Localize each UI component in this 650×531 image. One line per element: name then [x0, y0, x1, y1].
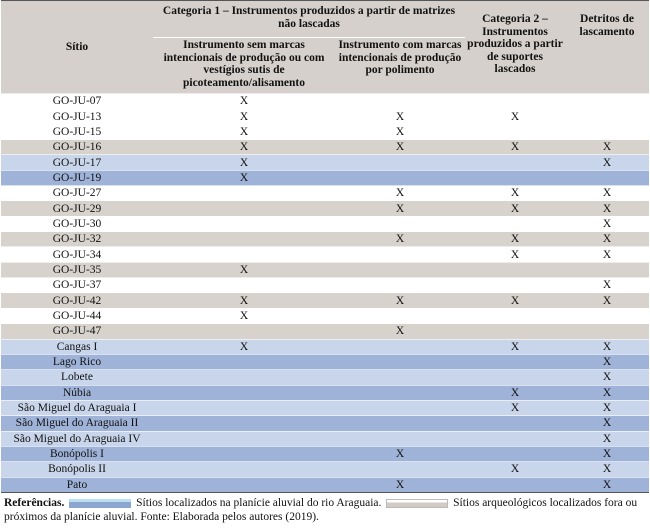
- cell-cat1-b: X: [335, 140, 465, 155]
- table-row: [1, 308, 649, 323]
- cell-cat1-a: X: [153, 308, 335, 323]
- cell-cat2: X: [465, 201, 565, 216]
- cell-cat1-b: [335, 416, 465, 431]
- cell-site: Bonópolis II: [1, 462, 153, 477]
- cell-detritos: [565, 124, 649, 139]
- cell-cat2: [465, 477, 565, 492]
- table-row: [1, 370, 649, 385]
- cell-site: GO-JU-35: [1, 262, 153, 277]
- cell-detritos: X: [565, 140, 649, 155]
- cell-cat1-a: [153, 416, 335, 431]
- cell-cat1-a: [153, 385, 335, 400]
- cell-cat2: [465, 324, 565, 339]
- header-category-1: Categoria 1 – Instrumentos produzidos a partir de matrizes não lascadas: [153, 1, 465, 38]
- table-container: [1, 0, 649, 524]
- cell-cat1-a: [153, 446, 335, 461]
- table-footer: [1, 496, 649, 524]
- cell-detritos: X: [565, 278, 649, 293]
- cell-cat2: [465, 431, 565, 446]
- table-row: [1, 278, 649, 293]
- header-category-2: Categoria 2 – Instrumentos produzidos a partir de suportes lascados: [465, 1, 565, 94]
- cell-cat1-b: X: [335, 324, 465, 339]
- cell-detritos: X: [565, 232, 649, 247]
- cell-cat2: X: [465, 339, 565, 354]
- cell-cat2: [465, 370, 565, 385]
- cell-site: Pato: [1, 477, 153, 492]
- cell-site: São Miguel do Araguaia II: [1, 416, 153, 431]
- table-row: [1, 155, 649, 170]
- cell-cat1-b: [335, 354, 465, 369]
- cell-cat1-a: [153, 354, 335, 369]
- cell-cat1-a: [153, 431, 335, 446]
- cell-cat1-b: [335, 385, 465, 400]
- legend-blue-text: Sítios localizados na planície aluvial do rio Araguaia.: [136, 496, 382, 509]
- cell-detritos: [565, 324, 649, 339]
- cell-cat1-b: [335, 278, 465, 293]
- table-row: [1, 216, 649, 231]
- cell-site: GO-JU-47: [1, 324, 153, 339]
- cell-cat1-b: X: [335, 186, 465, 201]
- cell-detritos: X: [565, 400, 649, 415]
- cell-site: GO-JU-13: [1, 109, 153, 124]
- header-site: Sítio: [1, 1, 153, 94]
- cell-cat1-a: [153, 370, 335, 385]
- source-note: Fonte: Elaborada pelos autores (2019).: [140, 510, 319, 523]
- cell-cat2: X: [465, 232, 565, 247]
- cell-cat1-b: [335, 370, 465, 385]
- cell-site: GO-JU-30: [1, 216, 153, 231]
- cell-detritos: [565, 262, 649, 277]
- cell-detritos: [565, 109, 649, 124]
- cell-cat1-a: [153, 186, 335, 201]
- cell-cat2: X: [465, 400, 565, 415]
- cell-site: GO-JU-07: [1, 94, 153, 109]
- cell-site: GO-JU-19: [1, 170, 153, 185]
- table-row: [1, 109, 649, 124]
- cell-cat2: X: [465, 247, 565, 262]
- cell-site: GO-JU-16: [1, 140, 153, 155]
- legend-blue-swatch: [69, 499, 131, 508]
- cell-cat1-a: X: [153, 124, 335, 139]
- cell-cat1-a: [153, 400, 335, 415]
- cell-cat1-b: [335, 247, 465, 262]
- table-row: [1, 247, 649, 262]
- cell-cat1-a: [153, 247, 335, 262]
- cell-detritos: X: [565, 339, 649, 354]
- table-row: [1, 400, 649, 415]
- cell-site: São Miguel do Araguaia I: [1, 400, 153, 415]
- cell-cat1-b: X: [335, 477, 465, 492]
- cell-detritos: X: [565, 370, 649, 385]
- cell-cat2: [465, 262, 565, 277]
- table-row: [1, 324, 649, 339]
- table-row: [1, 446, 649, 461]
- cell-cat2: [465, 354, 565, 369]
- table-header: [1, 1, 649, 94]
- table-row: [1, 170, 649, 185]
- cell-detritos: X: [565, 431, 649, 446]
- cell-detritos: [565, 94, 649, 109]
- references-label: Referências.: [4, 496, 65, 509]
- cell-cat1-a: [153, 462, 335, 477]
- legend-gray-swatch: [386, 499, 448, 508]
- cell-cat1-a: X: [153, 170, 335, 185]
- cell-cat2: [465, 216, 565, 231]
- cell-site: Núbia: [1, 385, 153, 400]
- cell-detritos: X: [565, 201, 649, 216]
- cell-cat1-b: X: [335, 201, 465, 216]
- table-row: [1, 354, 649, 369]
- cell-cat1-b: X: [335, 293, 465, 308]
- table-row: [1, 262, 649, 277]
- cell-cat1-b: [335, 308, 465, 323]
- cell-detritos: X: [565, 186, 649, 201]
- cell-detritos: X: [565, 462, 649, 477]
- cell-cat1-a: X: [153, 155, 335, 170]
- table-row: [1, 462, 649, 477]
- cell-cat1-a: [153, 477, 335, 492]
- table-row: [1, 201, 649, 216]
- cell-cat1-b: [335, 400, 465, 415]
- cell-site: GO-JU-27: [1, 186, 153, 201]
- cell-cat1-a: X: [153, 262, 335, 277]
- cell-cat1-b: [335, 339, 465, 354]
- table-row: [1, 140, 649, 155]
- table-row: [1, 94, 649, 109]
- cell-cat2: X: [465, 462, 565, 477]
- cell-detritos: X: [565, 155, 649, 170]
- cell-cat1-b: [335, 170, 465, 185]
- cell-site: GO-JU-42: [1, 293, 153, 308]
- cell-site: Lago Rico: [1, 354, 153, 369]
- cell-cat2: X: [465, 109, 565, 124]
- table-row: [1, 431, 649, 446]
- cell-detritos: X: [565, 216, 649, 231]
- cell-cat2: X: [465, 186, 565, 201]
- cell-detritos: X: [565, 354, 649, 369]
- cell-cat1-a: X: [153, 140, 335, 155]
- cell-cat1-a: X: [153, 94, 335, 109]
- cell-cat1-a: [153, 216, 335, 231]
- table-row: [1, 339, 649, 354]
- cell-cat2: X: [465, 140, 565, 155]
- table-row: [1, 124, 649, 139]
- cell-site: GO-JU-17: [1, 155, 153, 170]
- cell-cat1-b: [335, 216, 465, 231]
- legend-gray-text: Sítios arqueológicos localizados fora ou próximos da planície aluvial.: [4, 496, 638, 523]
- cell-site: São Miguel do Araguaia IV: [1, 431, 153, 446]
- table-row: [1, 416, 649, 431]
- cell-cat1-b: [335, 94, 465, 109]
- cell-site: GO-JU-29: [1, 201, 153, 216]
- cell-cat1-b: [335, 155, 465, 170]
- cell-cat1-a: [153, 201, 335, 216]
- cell-cat2: [465, 308, 565, 323]
- cell-cat1-a: X: [153, 339, 335, 354]
- cell-cat1-b: X: [335, 446, 465, 461]
- cell-cat1-a: [153, 232, 335, 247]
- cell-detritos: X: [565, 293, 649, 308]
- table-row: [1, 477, 649, 492]
- cell-detritos: X: [565, 446, 649, 461]
- cell-site: Lobete: [1, 370, 153, 385]
- cell-site: GO-JU-44: [1, 308, 153, 323]
- cell-site: Bonópolis I: [1, 446, 153, 461]
- table-row: [1, 186, 649, 201]
- cell-cat1-a: [153, 278, 335, 293]
- cell-cat2: [465, 446, 565, 461]
- cell-cat1-b: X: [335, 124, 465, 139]
- cell-cat2: [465, 416, 565, 431]
- cell-cat2: [465, 94, 565, 109]
- header-category-1-sub-a: Instrumento sem marcas intencionais de produção ou com vestígios sutis de picoteamento/alisamento: [153, 38, 335, 94]
- cell-cat2: [465, 124, 565, 139]
- cell-cat1-b: X: [335, 232, 465, 247]
- sites-table: [1, 0, 649, 493]
- cell-cat2: [465, 155, 565, 170]
- cell-cat1-b: [335, 462, 465, 477]
- header-category-1-sub-b: Instrumento com marcas intencionais de produção por polimento: [335, 38, 465, 94]
- cell-detritos: X: [565, 477, 649, 492]
- cell-detritos: X: [565, 385, 649, 400]
- cell-cat2: [465, 278, 565, 293]
- table-row: [1, 293, 649, 308]
- cell-detritos: X: [565, 247, 649, 262]
- cell-cat1-a: [153, 324, 335, 339]
- cell-site: GO-JU-32: [1, 232, 153, 247]
- cell-cat2: [465, 170, 565, 185]
- cell-cat2: X: [465, 385, 565, 400]
- cell-cat1-a: X: [153, 109, 335, 124]
- table-body: [1, 94, 649, 493]
- cell-site: GO-JU-37: [1, 278, 153, 293]
- cell-site: GO-JU-15: [1, 124, 153, 139]
- cell-cat2: X: [465, 293, 565, 308]
- cell-site: Cangas I: [1, 339, 153, 354]
- cell-cat1-a: X: [153, 293, 335, 308]
- table-row: [1, 232, 649, 247]
- cell-detritos: X: [565, 416, 649, 431]
- cell-detritos: [565, 308, 649, 323]
- table-row: [1, 385, 649, 400]
- header-detritos: Detritos de lascamento: [565, 1, 649, 94]
- cell-site: GO-JU-34: [1, 247, 153, 262]
- cell-detritos: [565, 170, 649, 185]
- cell-cat1-b: [335, 262, 465, 277]
- cell-cat1-b: [335, 431, 465, 446]
- cell-cat1-b: X: [335, 109, 465, 124]
